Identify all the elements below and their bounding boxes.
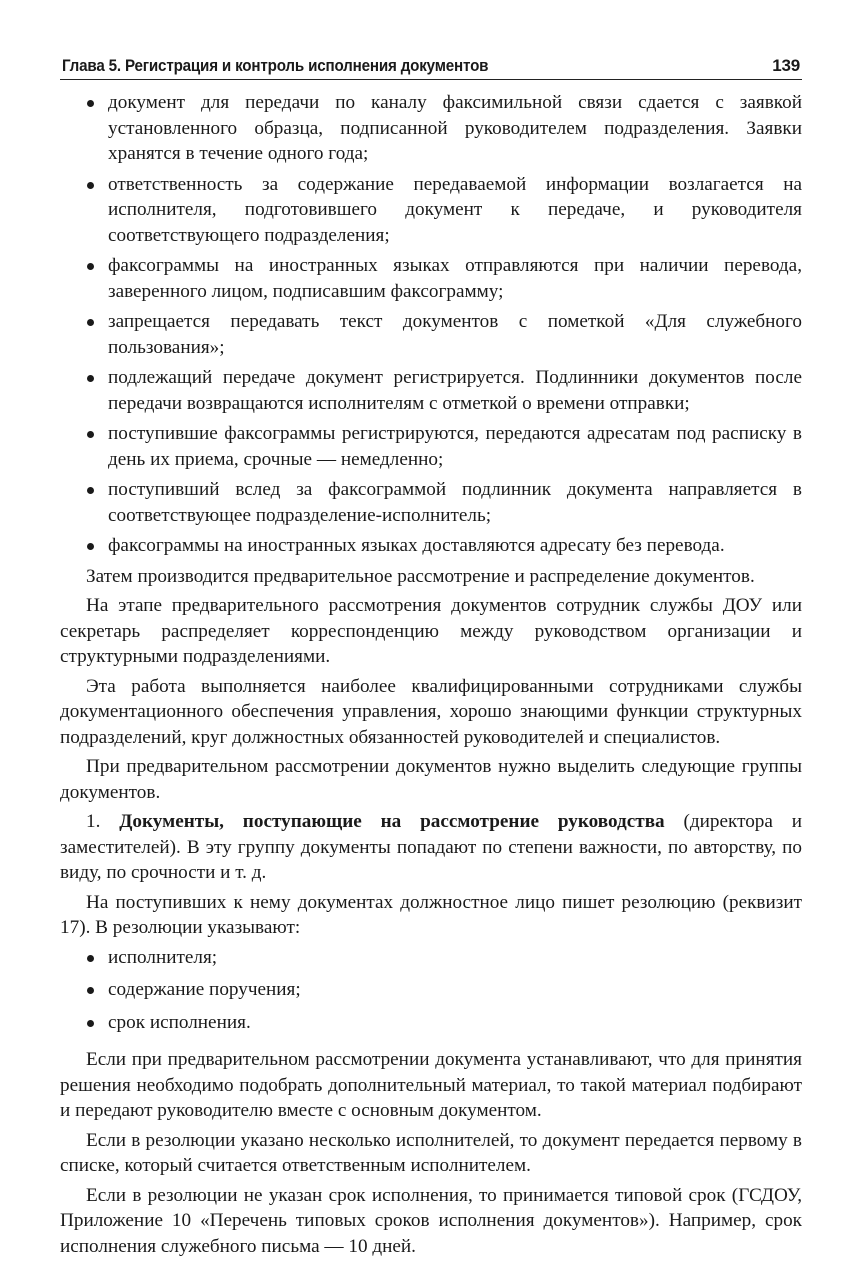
chapter-title: Глава 5. Регистрация и контроль исполнения документов: [62, 57, 489, 75]
list-item: срок исполнения.: [60, 1010, 802, 1036]
group-1-paragraph: [60, 809, 802, 886]
paragraph: Если в резолюции указано несколько исполнителей, то документ передается первому в списке, который считается ответственным исполнителем.: [60, 1129, 802, 1176]
group-title: Документы, поступающие на рассмотрение руководства: [119, 811, 665, 832]
bullet-icon: [87, 955, 94, 962]
paragraph: На этапе предварительного рассмотрения документов сотрудник службы ДОУ или секретарь распределяет корреспонденцию между руководством организации и структурными подразделениями.: [60, 595, 802, 667]
group-description: (директора и заместителей). В эту группу документы попадают по степени важности, по авторству, по виду, по срочности и т. д.: [60, 811, 803, 883]
list-item: подлежащий передаче документ регистрируется. Подлинники документов после передачи возвращаются исполнителям с отметкой о времени отправки;: [60, 365, 802, 416]
fax-rules-list: [60, 90, 802, 559]
bullet-icon: [87, 319, 94, 326]
list-item: содержание поручения;: [60, 977, 802, 1003]
bullet-icon: [87, 431, 94, 438]
paragraph: На поступивших к нему документах должностное лицо пишет резолюцию (реквизит 17). В резолюции указывают:: [60, 891, 802, 938]
book-page: [60, 56, 802, 1263]
bullet-icon: [87, 487, 94, 494]
paragraph: Эта работа выполняется наиболее квалифицированными сотрудниками службы документационного обеспечения управления, хорошо знающими функции структурных подразделений, круг должностных обязанностей руководителей и специалистов.: [60, 675, 802, 748]
bullet-icon: [87, 182, 94, 189]
bullet-icon: [87, 543, 94, 550]
list-item: факсограммы на иностранных языках доставляются адресату без перевода.: [60, 533, 802, 559]
list-item: ответственность за содержание передаваемой информации возлагается на исполнителя, подготовившего документ к передаче, и руководителя соответствующего подразделения;: [60, 172, 802, 249]
bullet-icon: [87, 1020, 94, 1027]
running-head: [60, 56, 802, 80]
bullet-icon: [87, 263, 94, 270]
paragraph: Если в резолюции не указан срок исполнения, то принимается типовой срок (ГСДОУ, Приложение 10 «Перечень типовых сроков исполнения документов»). Например, срок исполнения служебного письма — 10 дней.: [60, 1184, 802, 1257]
paragraph: Если при предварительном рассмотрении документа устанавливают, что для принятия решения необходимо подобрать дополнительный материал, то такой материал подбирают и передают руководителю вместе с основным документом.: [60, 1049, 802, 1121]
group-number: 1.: [86, 811, 101, 832]
list-item: факсограммы на иностранных языках отправляются при наличии перевода, заверенного лицом, подписавшим факсограмму;: [60, 253, 802, 304]
resolution-list: [60, 945, 802, 1036]
list-item: документ для передачи по каналу факсимильной связи сдается с заявкой установленного образца, подписанной руководителем подразделения. Заявки хранятся в течение одного года;: [60, 90, 802, 167]
bullet-icon: [87, 987, 94, 994]
paragraph: Затем производится предварительное рассмотрение и распределение документов.: [86, 565, 755, 587]
bullet-icon: [87, 375, 94, 382]
page-number: 139: [772, 56, 800, 75]
bullet-icon: [87, 100, 94, 107]
list-item: запрещается передавать текст документов с пометкой «Для служебного пользования»;: [60, 309, 802, 360]
list-item: исполнителя;: [60, 945, 802, 971]
list-item: поступивший вслед за факсограммой подлинник документа направляется в соответствующее подразделение-исполнитель;: [60, 477, 802, 528]
list-item: поступившие факсограммы регистрируются, передаются адресатам под расписку в день их приема, срочные — немедленно;: [60, 421, 802, 472]
page-body: [60, 90, 802, 1259]
paragraph: При предварительном рассмотрении документов нужно выделить следующие группы документов.: [60, 756, 802, 803]
